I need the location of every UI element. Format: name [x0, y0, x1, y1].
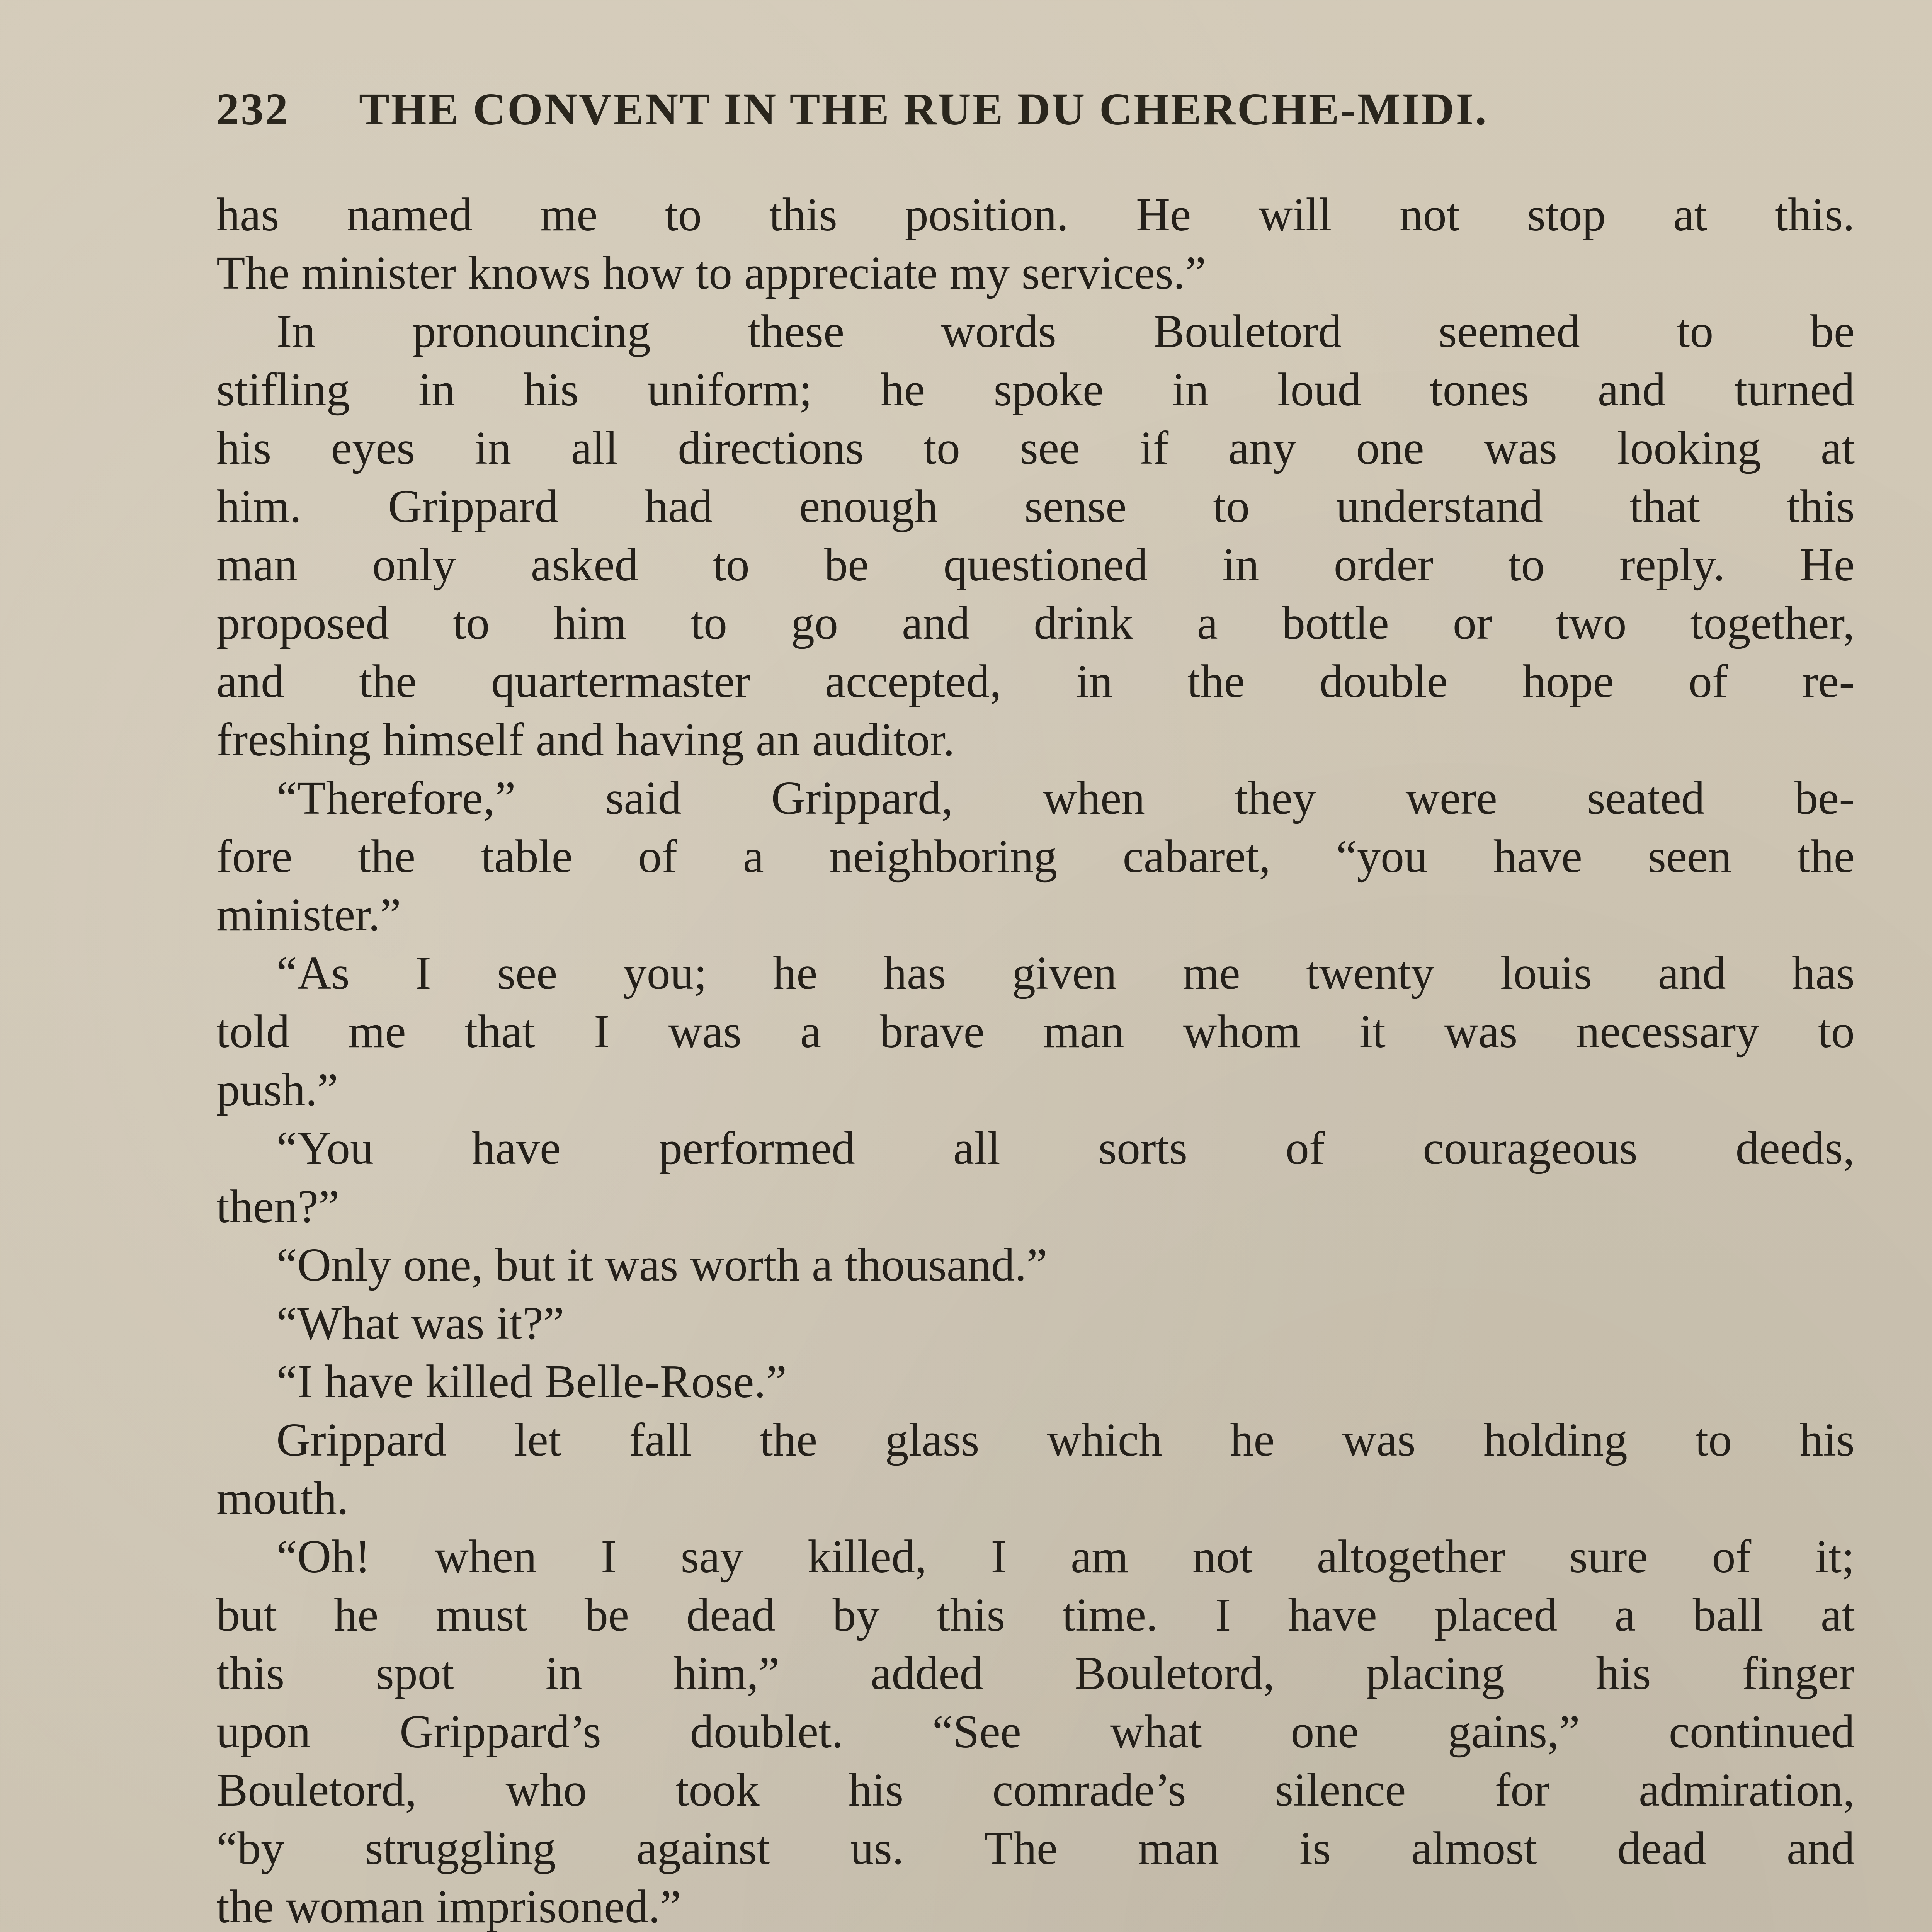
text-line: but he must be dead by this time. I have placed a ball at [216, 1589, 1855, 1641]
text-line: freshing himself and having an auditor. [216, 714, 955, 766]
text-line: and the quartermaster accepted, in the double hope of re- [216, 655, 1855, 707]
text-line: “by struggling against us. The man is almost dead and [216, 1822, 1855, 1874]
text-line: his eyes in all directions to see if any one was looking at [216, 422, 1855, 474]
text-line: fore the table of a neighboring cabaret, “you have seen the [216, 830, 1855, 883]
text-line: him. Grippard had enough sense to understand that this [216, 480, 1855, 532]
text-line: push.” [216, 1064, 338, 1116]
text-line: then?” [216, 1180, 340, 1233]
text-line: stifling in his uniform; he spoke in loud tones and turned [216, 364, 1855, 416]
text-line: has named me to this position. He will not stop at this. [216, 189, 1855, 241]
text-line: told me that I was a brave man whom it was necessary to [216, 1005, 1855, 1058]
text-line: upon Grippard’s doublet. “See what one gains,” continued [216, 1706, 1855, 1758]
text-line: The minister knows how to appreciate my services.” [216, 247, 1206, 299]
running-head-title: THE CONVENT IN THE RUE DU CHERCHE-MIDI. [359, 84, 1488, 134]
text-line: In pronouncing these words Bouletord seemed to be [276, 305, 1855, 357]
running-head [216, 83, 1862, 141]
text-line: Bouletord, who took his comrade’s silence for admiration, [216, 1764, 1855, 1816]
text-line: “I have killed Belle-Rose.” [276, 1355, 787, 1408]
text-line: Grippard let fall the glass which he was holding to his [276, 1414, 1855, 1466]
text-line: “As I see you; he has given me twenty louis and has [276, 947, 1855, 999]
text-line: “Oh! when I say killed, I am not altogether sure of it; [276, 1531, 1855, 1583]
text-line: “Only one, but it was worth a thousand.” [276, 1239, 1048, 1291]
text-line: proposed to him to go and drink a bottle or two together, [216, 597, 1855, 649]
text-line: mouth. [216, 1472, 349, 1524]
text-line: this spot in him,” added Bouletord, placing his finger [216, 1647, 1855, 1699]
text-line: “What was it?” [276, 1297, 565, 1349]
text-line: “Therefore,” said Grippard, when they were seated be- [276, 772, 1855, 824]
text-line: man only asked to be questioned in order to reply. He [216, 539, 1855, 591]
body-text [216, 185, 1855, 1932]
text-line: the woman imprisoned.” [216, 1881, 681, 1932]
page-number: 232 [216, 84, 289, 134]
text-line: minister.” [216, 889, 401, 941]
text-line: “You have performed all sorts of courageous deeds, [276, 1122, 1855, 1174]
